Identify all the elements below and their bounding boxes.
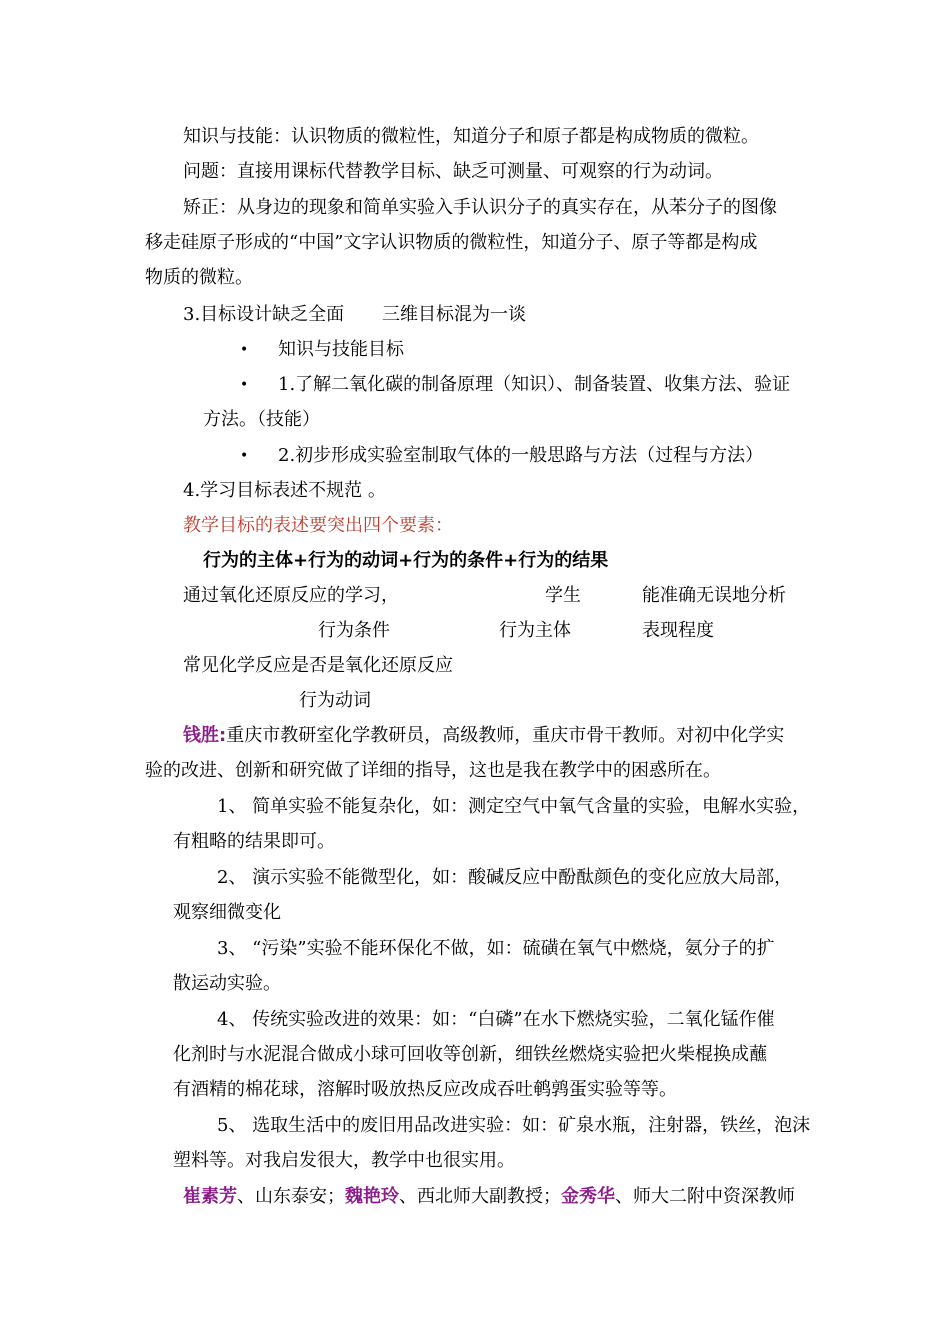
item-3-subheading: 三维目标混为一谈 bbox=[382, 304, 526, 325]
bullet-item-3: 2.初步形成实验室制取气体的一般思路与方法（过程与方法） bbox=[278, 445, 764, 466]
experts-line bbox=[183, 1185, 795, 1209]
label-verb: 行为动词 bbox=[299, 690, 371, 711]
problem-line: 问题：直接用课标代替教学目标、缺乏可测量、可观察的行为动词。 bbox=[183, 161, 723, 182]
bullet-item-2: 1.了解二氧化碳的制备原理（知识）、制备装置、收集方法、验证 bbox=[278, 374, 791, 395]
example-verb-text: 常见化学反应是否是氧化还原反应 bbox=[183, 655, 453, 676]
bullet-icon: • bbox=[240, 448, 249, 464]
person-intro: 重庆市教研室化学教研员，高级教师，重庆市骨干教师。对初中化学实 bbox=[226, 725, 785, 746]
person-info: 、师大二附中资深教师 bbox=[615, 1186, 795, 1207]
person-name: 崔素芳 bbox=[183, 1186, 237, 1207]
item-3-heading: 3.目标设计缺乏全面 bbox=[183, 304, 345, 325]
four-elements-formula: 行为的主体+行为的动词+行为的条件+行为的结果 bbox=[203, 550, 609, 571]
label-condition: 行为条件 bbox=[318, 620, 390, 641]
example-subject-text: 学生 bbox=[545, 585, 581, 606]
person-info: 、西北师大副教授； bbox=[399, 1186, 561, 1207]
correction-line: 矫正：从身边的现象和简单实验入手认识分子的真实存在，从苯分子的图像 bbox=[183, 197, 777, 218]
label-degree: 表现程度 bbox=[642, 620, 714, 641]
example-degree-text: 能准确无误地分析 bbox=[642, 585, 786, 606]
correction-line-cont1: 移走硅原子形成的“中国”文字认识物质的微粒性，知道分子、原子等都是构成 bbox=[145, 232, 758, 253]
label-subject: 行为主体 bbox=[499, 620, 571, 641]
item-4-heading: 4.学习目标表述不规范 。 bbox=[183, 480, 386, 501]
point-5-cont: 塑料等。对我启发很大，教学中也很实用。 bbox=[173, 1150, 515, 1171]
bullet-item-1: 知识与技能目标 bbox=[278, 339, 404, 360]
person-name: 金秀华 bbox=[561, 1186, 615, 1207]
point-3: 3、 “污染”实验不能环保化不做，如：硫磺在氧气中燃烧，氨分子的扩 bbox=[217, 938, 775, 959]
person-name: 钱胜: bbox=[183, 725, 227, 746]
point-1: 1、 简单实验不能复杂化，如：测定空气中氧气含量的实验，电解水实验， bbox=[217, 796, 811, 817]
person-info: 、山东泰安； bbox=[237, 1186, 345, 1207]
bullet-item-2-cont: 方法。（技能） bbox=[203, 409, 320, 430]
point-4: 4、 传统实验改进的效果：如：“白磷”在水下燃烧实验，二氧化锰作催 bbox=[217, 1009, 775, 1030]
point-4-cont-1: 化剂时与水泥混合做成小球可回收等创新，细铁丝燃烧实验把火柴棍换成蘸 bbox=[173, 1044, 767, 1065]
example-condition-text: 通过氧化还原反应的学习， bbox=[183, 585, 399, 606]
qiansheng-paragraph bbox=[183, 724, 784, 748]
bullet-icon: • bbox=[240, 377, 249, 393]
point-5: 5、 选取生活中的废旧用品改进实验：如：矿泉水瓶，注射器，铁丝，泡沫 bbox=[217, 1115, 811, 1136]
four-elements-heading: 教学目标的表述要突出四个要素： bbox=[183, 515, 453, 536]
correction-line-cont2: 物质的微粒。 bbox=[145, 267, 253, 288]
point-2-cont: 观察细微变化 bbox=[173, 902, 281, 923]
qiansheng-paragraph-cont: 验的改进、创新和研究做了详细的指导，这也是我在教学中的困惑所在。 bbox=[145, 760, 721, 781]
point-2: 2、 演示实验不能微型化，如：酸碱反应中酚酞颜色的变化应放大局部， bbox=[217, 867, 793, 888]
point-1-cont: 有粗略的结果即可。 bbox=[173, 831, 335, 852]
point-4-cont-2: 有酒精的棉花球，溶解时吸放热反应改成吞吐鹌鹑蛋实验等等。 bbox=[173, 1079, 677, 1100]
person-name: 魏艳玲 bbox=[345, 1186, 399, 1207]
bullet-icon: • bbox=[240, 342, 249, 358]
knowledge-skill-line: 知识与技能：认识物质的微粒性，知道分子和原子都是构成物质的微粒。 bbox=[183, 126, 759, 147]
point-3-cont: 散运动实验。 bbox=[173, 973, 281, 994]
